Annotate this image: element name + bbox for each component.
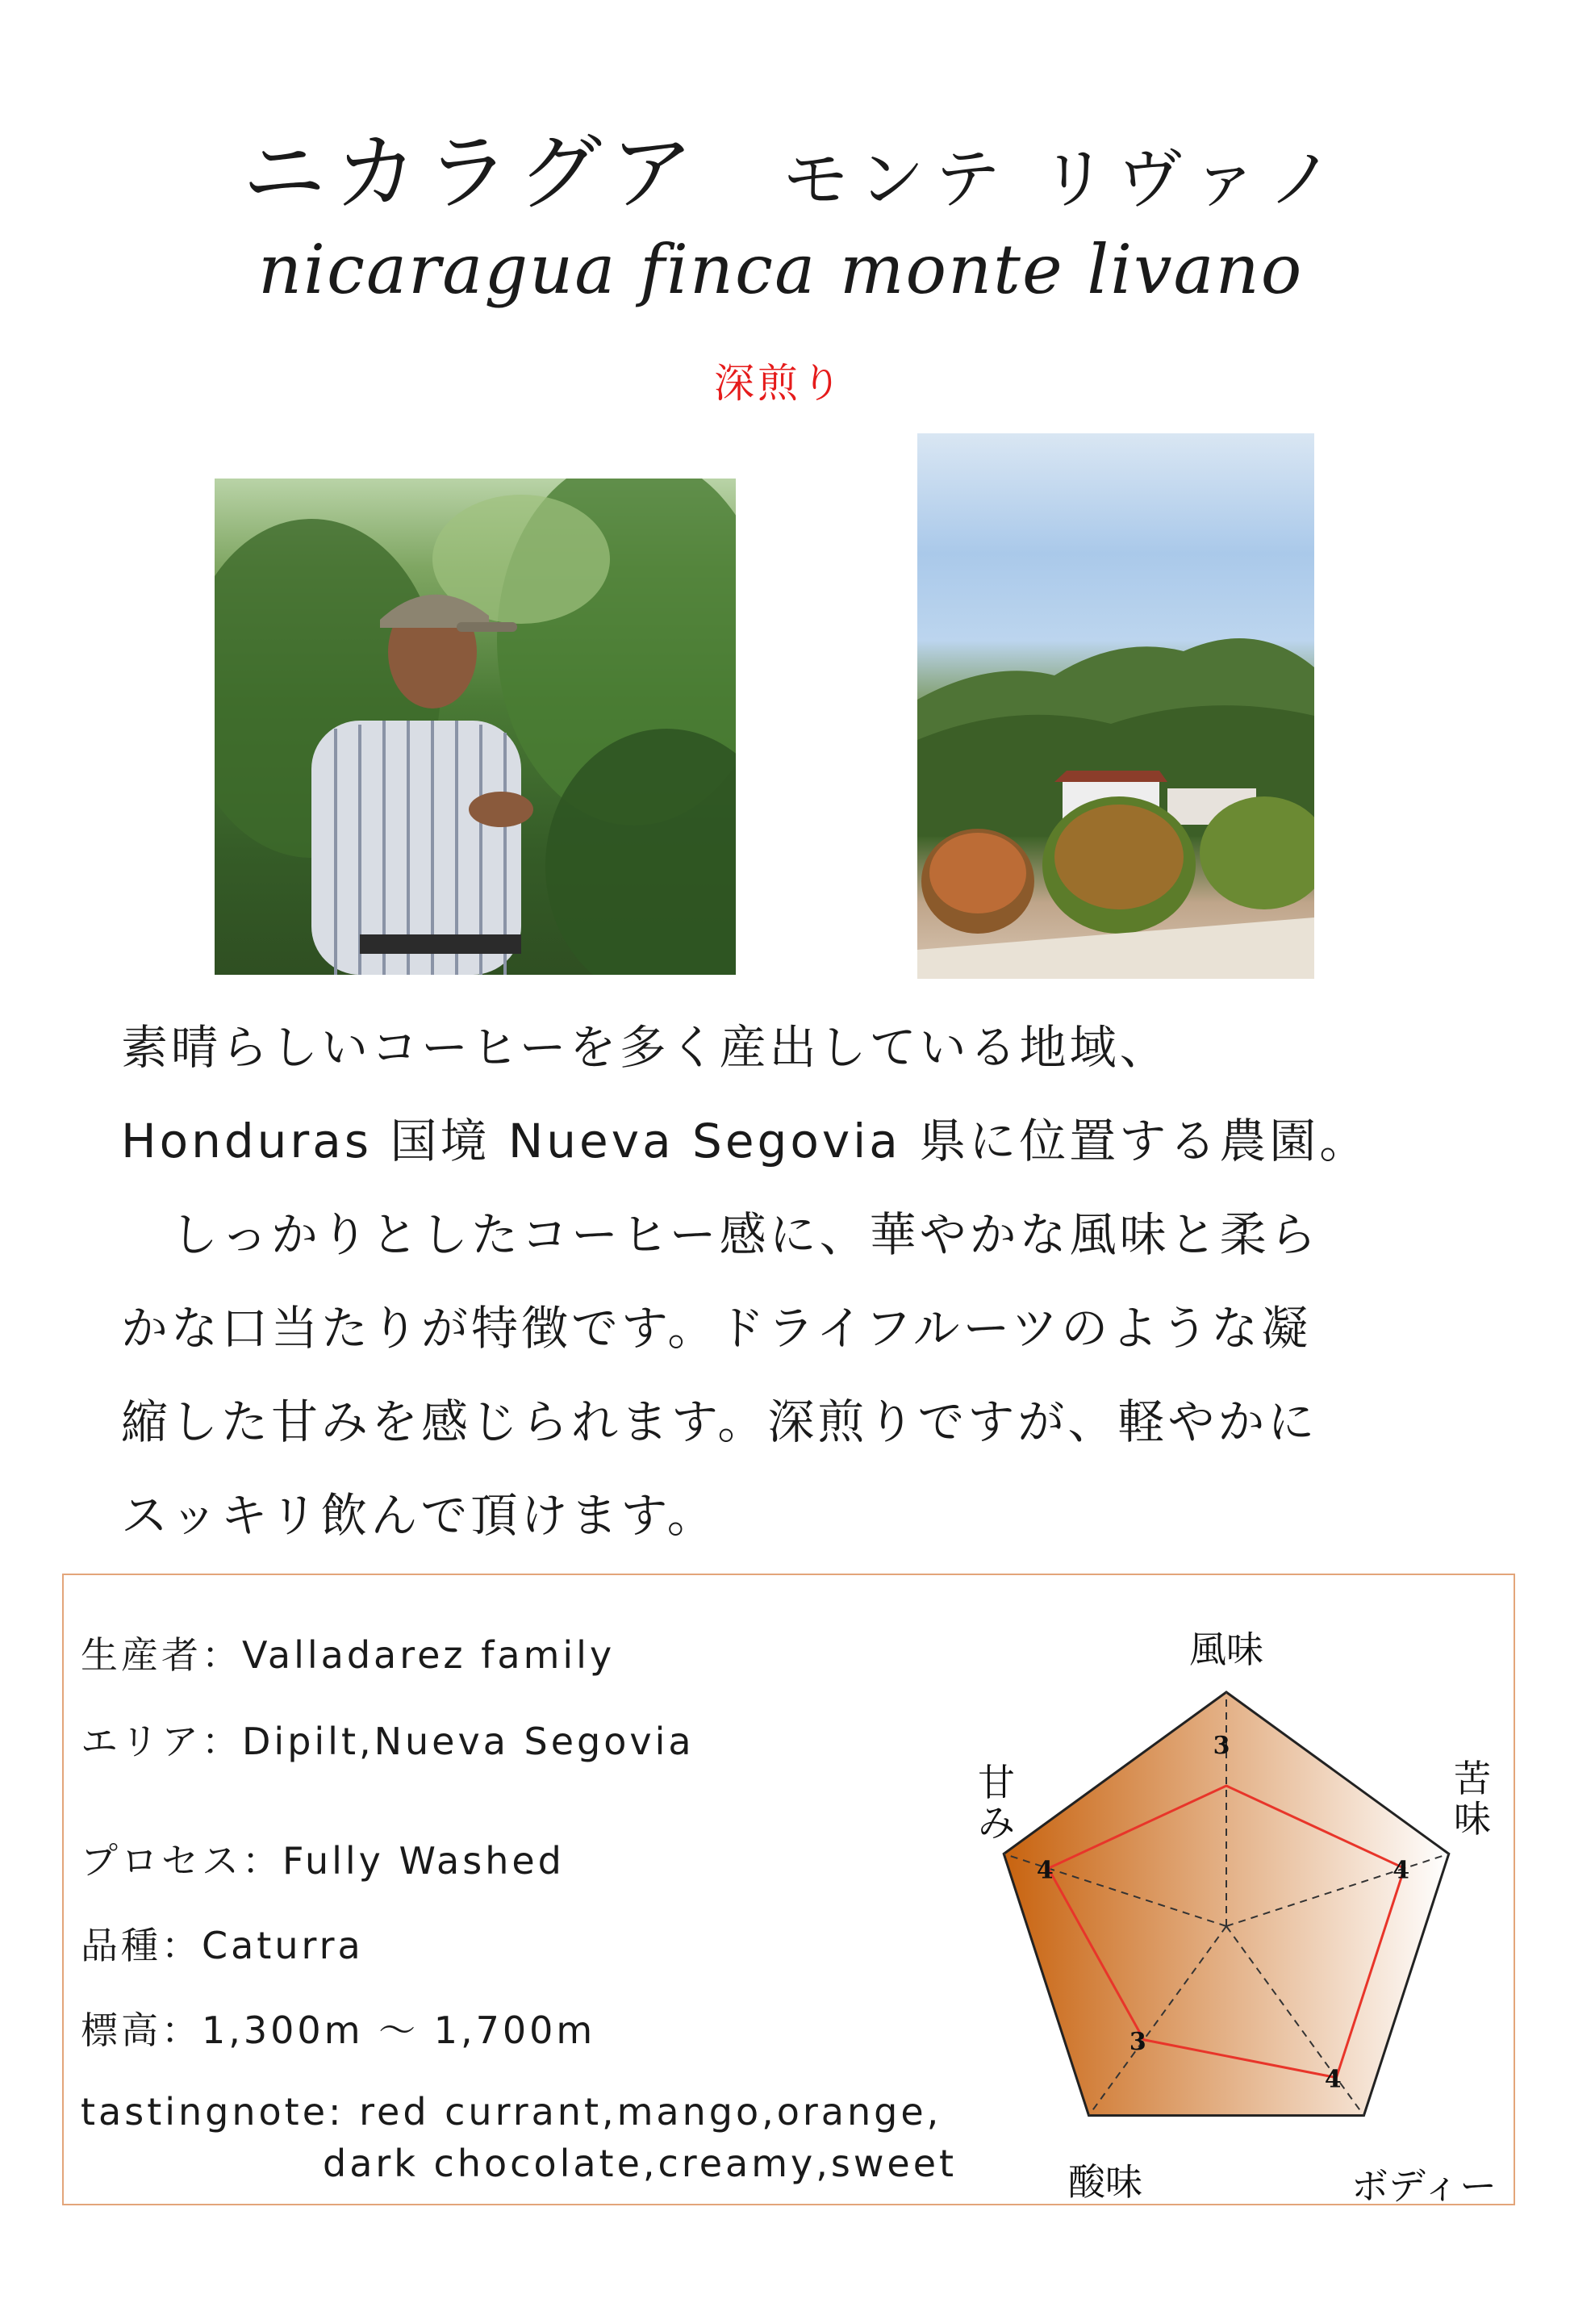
tasting-note-line: tastingnote: red currant,mango,orange,: [81, 2090, 942, 2134]
flavor-radar-chart: [952, 1630, 1517, 2211]
spec-tasting-note: [81, 2086, 1008, 2191]
farm-landscape-photo: [917, 433, 1314, 979]
spec-altitude: 標高：1,300m ～ 1,700m: [81, 2008, 596, 2052]
description-line: スッキリ飲んで頂けます。: [121, 1488, 717, 1543]
title-english: nicaragua finca monte livano: [258, 230, 1304, 309]
radar-axis-label: 酸味: [1068, 2160, 1142, 2204]
farm-landscape-illustration: [917, 433, 1314, 979]
radar-axis-label: 甘み: [978, 1761, 1015, 1845]
spec-producer: 生産者：Valladarez family: [81, 1633, 616, 1677]
radar-axis-label: ボディー: [1351, 2164, 1497, 2208]
radar-axis-label: 風味: [1189, 1630, 1263, 1671]
radar-value-label: 3: [1129, 2027, 1146, 2056]
description-line: Honduras 国境 Nueva Segovia 県に位置する農園。: [121, 1114, 1370, 1168]
farmer-photo: [215, 479, 736, 975]
radar-value-label: 4: [1036, 1856, 1054, 1885]
radar-value-label: 3: [1213, 1732, 1230, 1760]
radar-axis-label: 苦味: [1454, 1757, 1491, 1841]
title-japanese: ニカラグア: [242, 123, 703, 222]
description-line: かな口当たりが特徴です。ドライフルーツのような凝: [121, 1301, 1312, 1356]
spec-variety: 品種：Caturra: [81, 1924, 364, 1967]
page-title: [242, 105, 1452, 222]
spec-area: エリア：Dipilt,Nueva Segovia: [81, 1720, 695, 1763]
description: [121, 1001, 1476, 1543]
radar-value-label: 4: [1324, 2065, 1342, 2094]
farmer-photo-illustration: [215, 479, 736, 975]
title-subtitle: モンテ リヴァノ: [783, 141, 1344, 218]
roast-level: 深煎り: [714, 360, 845, 407]
spec-process: プロセス：Fully Washed: [81, 1839, 565, 1883]
description-line: しっかりとしたコーヒー感に、華やかな風味と柔ら: [121, 1207, 1320, 1262]
radar-value-label: 4: [1393, 1856, 1410, 1885]
description-line: 縮した甘みを感じられます。深煎りですが、軽やかに: [121, 1394, 1318, 1449]
tasting-note-line: dark chocolate,creamy,sweet: [323, 2142, 958, 2185]
description-line: 素晴らしいコーヒーを多く産出している地域、: [121, 1020, 1170, 1075]
